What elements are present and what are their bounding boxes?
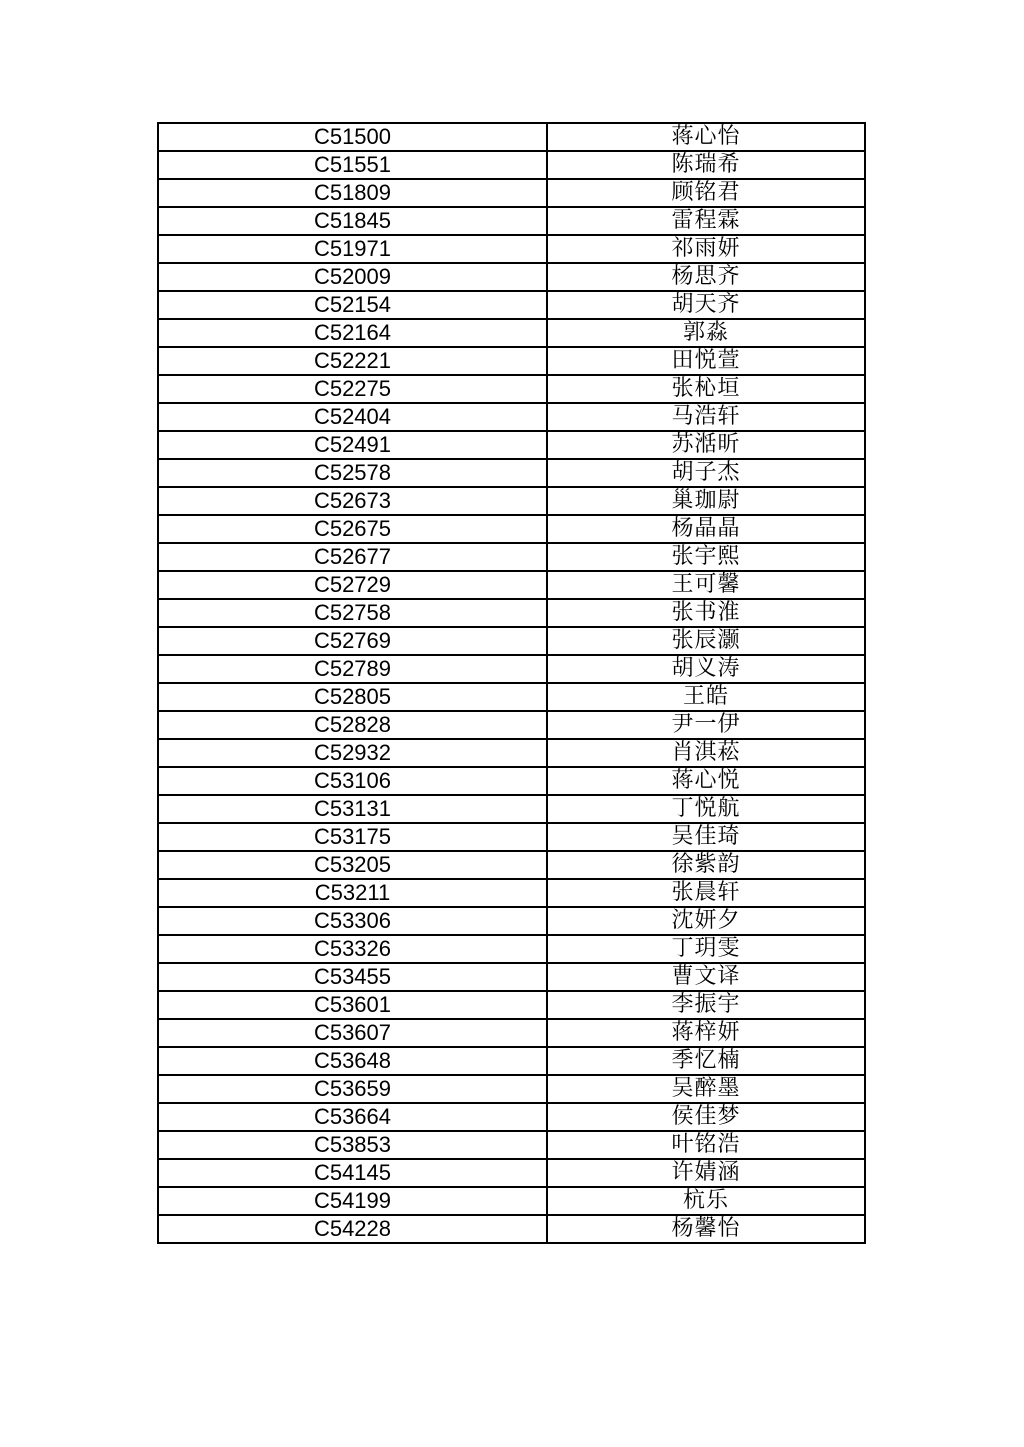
student-id-cell: C53648 xyxy=(158,1047,547,1075)
table-row xyxy=(158,991,865,1019)
student-id-cell: C52729 xyxy=(158,571,547,599)
table-row xyxy=(158,543,865,571)
student-name-cell: 丁玥雯 xyxy=(547,935,865,963)
table-row xyxy=(158,1187,865,1215)
table-row xyxy=(158,515,865,543)
table-row xyxy=(158,907,865,935)
table-row xyxy=(158,851,865,879)
student-name-cell: 吴醉墨 xyxy=(547,1075,865,1103)
table-row xyxy=(158,1047,865,1075)
table-row xyxy=(158,459,865,487)
student-id-cell: C52673 xyxy=(158,487,547,515)
table-row xyxy=(158,739,865,767)
table-row xyxy=(158,403,865,431)
student-name-cell: 田悦萱 xyxy=(547,347,865,375)
student-id-cell: C52009 xyxy=(158,263,547,291)
student-name-cell: 雷程霖 xyxy=(547,207,865,235)
student-id-cell: C52677 xyxy=(158,543,547,571)
student-id-cell: C53175 xyxy=(158,823,547,851)
student-id-cell: C53607 xyxy=(158,1019,547,1047)
student-id-cell: C53211 xyxy=(158,879,547,907)
student-name-cell: 胡子杰 xyxy=(547,459,865,487)
student-name-cell: 王皓 xyxy=(547,683,865,711)
student-id-cell: C52932 xyxy=(158,739,547,767)
student-name-cell: 陈瑞希 xyxy=(547,151,865,179)
table-row xyxy=(158,571,865,599)
student-id-cell: C52828 xyxy=(158,711,547,739)
table-row xyxy=(158,963,865,991)
student-name-cell: 许婧涵 xyxy=(547,1159,865,1187)
table-row xyxy=(158,263,865,291)
table-row xyxy=(158,151,865,179)
student-id-cell: C53659 xyxy=(158,1075,547,1103)
table-row xyxy=(158,235,865,263)
student-id-cell: C52805 xyxy=(158,683,547,711)
table-row xyxy=(158,431,865,459)
student-id-cell: C52275 xyxy=(158,375,547,403)
student-name-cell: 胡义涛 xyxy=(547,655,865,683)
student-id-cell: C53306 xyxy=(158,907,547,935)
table-row xyxy=(158,291,865,319)
table-row xyxy=(158,1019,865,1047)
roster-table-body xyxy=(158,123,865,1243)
table-row xyxy=(158,1075,865,1103)
student-id-cell: C53601 xyxy=(158,991,547,1019)
student-id-cell: C52154 xyxy=(158,291,547,319)
student-name-cell: 王可馨 xyxy=(547,571,865,599)
student-name-cell: 叶铭浩 xyxy=(547,1131,865,1159)
student-id-cell: C51500 xyxy=(158,123,547,151)
table-row xyxy=(158,1103,865,1131)
table-row xyxy=(158,123,865,151)
student-name-cell: 尹一伊 xyxy=(547,711,865,739)
student-name-cell: 杨馨怡 xyxy=(547,1215,865,1243)
student-id-cell: C53205 xyxy=(158,851,547,879)
student-name-cell: 张晨轩 xyxy=(547,879,865,907)
student-name-cell: 蒋心怡 xyxy=(547,123,865,151)
student-id-cell: C52164 xyxy=(158,319,547,347)
student-name-cell: 祁雨妍 xyxy=(547,235,865,263)
student-id-cell: C51971 xyxy=(158,235,547,263)
table-row xyxy=(158,935,865,963)
student-id-cell: C53106 xyxy=(158,767,547,795)
student-name-cell: 蒋心悦 xyxy=(547,767,865,795)
student-id-cell: C52789 xyxy=(158,655,547,683)
student-name-cell: 巢珈尉 xyxy=(547,487,865,515)
student-name-cell: 丁悦航 xyxy=(547,795,865,823)
student-id-cell: C52404 xyxy=(158,403,547,431)
table-row xyxy=(158,1131,865,1159)
student-name-cell: 肖淇菘 xyxy=(547,739,865,767)
student-name-cell: 郭淼 xyxy=(547,319,865,347)
roster-table xyxy=(157,122,866,1244)
student-id-cell: C52758 xyxy=(158,599,547,627)
table-row xyxy=(158,207,865,235)
student-name-cell: 徐紫韵 xyxy=(547,851,865,879)
table-row xyxy=(158,375,865,403)
student-id-cell: C54145 xyxy=(158,1159,547,1187)
student-name-cell: 季忆楠 xyxy=(547,1047,865,1075)
student-id-cell: C52491 xyxy=(158,431,547,459)
table-row xyxy=(158,627,865,655)
student-id-cell: C53853 xyxy=(158,1131,547,1159)
table-row xyxy=(158,879,865,907)
table-row xyxy=(158,767,865,795)
student-name-cell: 侯佳梦 xyxy=(547,1103,865,1131)
student-name-cell: 杭乐 xyxy=(547,1187,865,1215)
table-row xyxy=(158,179,865,207)
student-id-cell: C53455 xyxy=(158,963,547,991)
student-name-cell: 李振宇 xyxy=(547,991,865,1019)
student-id-cell: C53664 xyxy=(158,1103,547,1131)
student-name-cell: 张宇熙 xyxy=(547,543,865,571)
roster-sheet xyxy=(157,122,864,1244)
student-name-cell: 顾铭君 xyxy=(547,179,865,207)
table-row xyxy=(158,711,865,739)
student-name-cell: 杨思齐 xyxy=(547,263,865,291)
student-name-cell: 吴佳琦 xyxy=(547,823,865,851)
student-name-cell: 苏湉昕 xyxy=(547,431,865,459)
table-row xyxy=(158,683,865,711)
student-name-cell: 马浩轩 xyxy=(547,403,865,431)
table-row xyxy=(158,319,865,347)
student-name-cell: 张书淮 xyxy=(547,599,865,627)
table-row xyxy=(158,1159,865,1187)
student-name-cell: 曹文译 xyxy=(547,963,865,991)
table-row xyxy=(158,487,865,515)
table-row xyxy=(158,347,865,375)
student-id-cell: C52221 xyxy=(158,347,547,375)
table-row xyxy=(158,1215,865,1243)
table-row xyxy=(158,795,865,823)
table-row xyxy=(158,655,865,683)
student-name-cell: 杨晶晶 xyxy=(547,515,865,543)
table-row xyxy=(158,823,865,851)
student-id-cell: C52675 xyxy=(158,515,547,543)
student-id-cell: C53131 xyxy=(158,795,547,823)
student-id-cell: C54228 xyxy=(158,1215,547,1243)
student-id-cell: C53326 xyxy=(158,935,547,963)
student-id-cell: C51809 xyxy=(158,179,547,207)
student-id-cell: C52769 xyxy=(158,627,547,655)
student-name-cell: 张辰灏 xyxy=(547,627,865,655)
student-id-cell: C51845 xyxy=(158,207,547,235)
student-name-cell: 沈妍夕 xyxy=(547,907,865,935)
student-name-cell: 胡天齐 xyxy=(547,291,865,319)
student-name-cell: 蒋梓妍 xyxy=(547,1019,865,1047)
student-id-cell: C54199 xyxy=(158,1187,547,1215)
table-row xyxy=(158,599,865,627)
student-id-cell: C52578 xyxy=(158,459,547,487)
student-id-cell: C51551 xyxy=(158,151,547,179)
student-name-cell: 张杺垣 xyxy=(547,375,865,403)
